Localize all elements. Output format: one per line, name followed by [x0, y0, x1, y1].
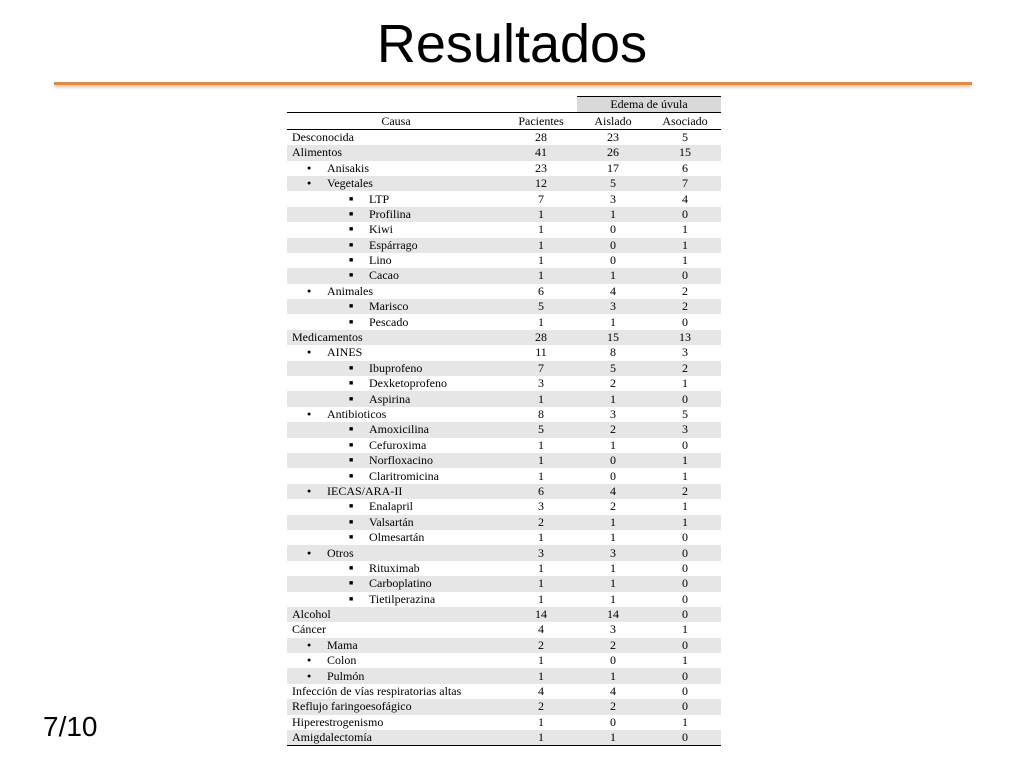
bullet-square-icon [349, 238, 369, 253]
causa-label: Espárrago [369, 237, 418, 252]
cell-pacientes: 1 [505, 576, 577, 591]
cell-pacientes: 1 [505, 453, 577, 468]
table-row [287, 592, 721, 607]
table-row [287, 561, 721, 576]
cell-asociado: 0 [649, 207, 721, 222]
cell-causa [287, 222, 505, 237]
causa-label: Claritromicina [369, 468, 439, 483]
bullet-square-icon [349, 515, 369, 530]
table-group-header-row [287, 97, 721, 113]
cell-causa [287, 330, 505, 345]
causa-label: Enalapril [369, 499, 413, 514]
causa-label: Mama [327, 637, 358, 652]
cell-causa [287, 699, 505, 714]
table-row [287, 253, 721, 268]
table-row [287, 468, 721, 483]
causa-label: Reflujo faringoesofágico [292, 699, 412, 714]
causa-label: Alcohol [292, 607, 331, 622]
bullet-square-icon [349, 592, 369, 607]
cell-pacientes: 1 [538, 253, 544, 268]
cell-causa [287, 284, 505, 299]
cell-pacientes: 4 [538, 622, 544, 637]
bullet-dot-icon [307, 407, 327, 422]
table-row [287, 330, 721, 345]
cell-pacientes: 1 [538, 560, 544, 575]
causa-label: Norfloxacino [369, 453, 433, 468]
bullet-square-icon [349, 469, 369, 484]
cell-pacientes: 1 [505, 730, 577, 746]
cell-causa [287, 576, 505, 591]
slide-title: Resultados [376, 14, 648, 74]
cell-pacientes: 8 [538, 407, 544, 421]
table-column-header-row [287, 113, 721, 129]
cell-aislado: 4 [610, 283, 616, 298]
cell-causa [287, 207, 505, 222]
cell-causa [287, 253, 505, 268]
table-row [287, 191, 721, 206]
cell-aislado: 3 [610, 407, 616, 421]
cell-causa [287, 176, 505, 191]
bullet-square-icon [349, 315, 369, 330]
cell-asociado: 1 [649, 238, 721, 253]
cell-asociado: 2 [649, 299, 721, 314]
cell-pacientes: 11 [535, 345, 547, 360]
cell-causa [287, 561, 505, 576]
bullet-dot-icon [307, 484, 327, 499]
causa-label: Ibuprofeno [369, 360, 423, 375]
cell-aislado: 1 [610, 560, 616, 575]
cell-asociado: 1 [649, 453, 721, 468]
causa-label: Hiperestrogenismo [292, 714, 384, 729]
cell-aislado: 0 [610, 468, 616, 483]
cell-asociado: 0 [682, 314, 688, 329]
table-row [287, 345, 721, 360]
cell-pacientes: 3 [505, 545, 577, 560]
cell-asociado: 0 [682, 684, 688, 699]
cell-pacientes: 4 [538, 684, 544, 699]
causa-label: Aspirina [369, 391, 411, 406]
cell-pacientes: 7 [505, 361, 577, 376]
cell-causa [287, 422, 505, 437]
causa-label: Cefuroxima [369, 437, 427, 452]
cell-pacientes: 1 [505, 668, 577, 683]
cell-causa [287, 299, 505, 314]
cell-causa [287, 191, 505, 206]
cell-asociado: 4 [682, 191, 688, 206]
cell-aislado: 0 [610, 653, 616, 668]
cell-pacientes: 1 [505, 207, 577, 222]
cell-pacientes: 2 [505, 515, 577, 530]
cell-aislado: 1 [577, 668, 649, 683]
cell-pacientes: 1 [505, 238, 577, 253]
table-row [287, 176, 721, 191]
cell-aislado: 2 [577, 638, 649, 653]
cell-causa [287, 345, 505, 360]
cell-causa [287, 607, 505, 622]
cell-asociado: 0 [682, 437, 688, 452]
table-body [287, 129, 721, 746]
bullet-square-icon [349, 253, 369, 268]
causa-label: Alimentos [292, 145, 342, 160]
bullet-dot-icon [307, 653, 327, 668]
cell-asociado: 0 [682, 530, 688, 545]
column-header-causa: Causa [287, 113, 505, 129]
table-row [287, 161, 721, 176]
cell-pacientes: 3 [538, 499, 544, 514]
table-row [287, 668, 721, 683]
table-row [287, 207, 721, 222]
cell-causa [287, 730, 505, 746]
bullet-square-icon [349, 576, 369, 591]
bullet-square-icon [349, 530, 369, 545]
cell-pacientes: 1 [505, 268, 577, 283]
bullet-square-icon [349, 499, 369, 514]
cell-causa [287, 668, 505, 683]
table-row [287, 268, 721, 283]
column-header-pacientes: Pacientes [505, 113, 577, 129]
causa-label: Rituximab [369, 560, 420, 575]
cell-aislado: 2 [577, 422, 649, 437]
bullet-square-icon [349, 453, 369, 468]
cell-pacientes: 6 [538, 283, 544, 298]
table-row [287, 314, 721, 329]
table-row [287, 684, 721, 699]
table-row [287, 391, 721, 406]
results-table-container [287, 96, 721, 746]
cell-aislado: 1 [610, 314, 616, 329]
cell-aislado: 0 [577, 238, 649, 253]
bullet-dot-icon [307, 161, 327, 176]
cell-causa [287, 129, 505, 145]
cell-aislado: 4 [610, 684, 616, 699]
cell-pacientes: 1 [538, 222, 544, 237]
cell-pacientes: 1 [538, 468, 544, 483]
table-row [287, 515, 721, 530]
cell-causa [287, 438, 505, 453]
edema-uvula-group-header: Edema de úvula [577, 97, 721, 113]
cell-causa [287, 484, 505, 499]
cell-asociado: 1 [682, 222, 688, 237]
causa-label: Cáncer [292, 622, 326, 637]
cell-aislado: 1 [577, 576, 649, 591]
cell-asociado: 0 [682, 591, 688, 606]
cell-pacientes: 3 [538, 376, 544, 391]
causa-label: Kiwi [369, 222, 393, 237]
table-row [287, 545, 721, 560]
causa-label: Antibioticos [327, 407, 387, 421]
cell-pacientes: 1 [538, 714, 544, 729]
cell-causa [287, 715, 505, 730]
cell-aislado: 3 [610, 622, 616, 637]
cell-causa [287, 684, 505, 699]
cell-aislado: 2 [610, 499, 616, 514]
cell-asociado: 0 [649, 638, 721, 653]
causa-label: Amoxicilina [369, 422, 429, 437]
bullet-dot-icon [307, 669, 327, 684]
cell-causa [287, 468, 505, 483]
bullet-square-icon [349, 438, 369, 453]
bullet-dot-icon [307, 638, 327, 653]
causa-label: Lino [369, 253, 392, 268]
cell-asociado: 0 [649, 607, 721, 622]
table-row [287, 422, 721, 437]
cell-asociado: 2 [649, 361, 721, 376]
cell-asociado: 0 [649, 668, 721, 683]
cell-aislado: 26 [577, 145, 649, 160]
cell-aislado: 17 [607, 160, 619, 175]
cell-causa [287, 545, 505, 560]
cell-aislado: 3 [610, 191, 616, 206]
cell-pacientes: 1 [505, 391, 577, 406]
cell-pacientes: 41 [505, 145, 577, 160]
title-divider [54, 82, 972, 85]
cell-asociado: 1 [649, 515, 721, 530]
causa-label: Cacao [369, 268, 399, 283]
table-row [287, 361, 721, 376]
cell-asociado: 0 [649, 730, 721, 746]
cell-asociado: 1 [682, 468, 688, 483]
cell-causa [287, 391, 505, 406]
cell-aislado: 0 [577, 453, 649, 468]
cell-pacientes: 1 [538, 653, 544, 668]
cell-causa [287, 238, 505, 253]
causa-label: Carboplatino [369, 576, 432, 591]
cell-asociado: 0 [649, 545, 721, 560]
table-row [287, 453, 721, 468]
cell-aislado: 0 [610, 253, 616, 268]
causa-label: AINES [327, 345, 363, 360]
cell-aislado: 15 [577, 330, 649, 345]
column-header-asociado: Asociado [649, 113, 721, 129]
cell-pacientes: 12 [505, 176, 577, 191]
table-row [287, 407, 721, 422]
cell-aislado: 1 [577, 268, 649, 283]
cell-causa [287, 592, 505, 607]
causa-label: Vegetales [327, 176, 373, 191]
cell-causa [287, 530, 505, 545]
bullet-square-icon [349, 192, 369, 207]
bullet-square-icon [349, 561, 369, 576]
bullet-square-icon [349, 299, 369, 314]
cell-pacientes: 14 [505, 607, 577, 622]
cell-causa [287, 638, 505, 653]
cell-causa [287, 361, 505, 376]
causa-label: Pescado [369, 314, 409, 329]
bullet-square-icon [349, 222, 369, 237]
table-row [287, 299, 721, 314]
cell-asociado: 1 [682, 376, 688, 391]
cell-aislado: 2 [577, 699, 649, 714]
cell-aislado: 14 [577, 607, 649, 622]
table-row [287, 653, 721, 668]
table-row [287, 284, 721, 299]
cell-aislado: 23 [607, 129, 619, 144]
cell-causa [287, 145, 505, 160]
cell-asociado: 0 [649, 391, 721, 406]
bullet-square-icon [349, 392, 369, 407]
cell-asociado: 0 [649, 268, 721, 283]
cell-aislado: 1 [577, 730, 649, 746]
cell-pacientes: 28 [535, 129, 547, 144]
slide-number: 7/10 [43, 711, 98, 742]
cell-pacientes: 2 [505, 699, 577, 714]
bullet-dot-icon [307, 546, 327, 561]
table-row [287, 638, 721, 653]
cell-aislado: 1 [577, 515, 649, 530]
cell-asociado: 1 [682, 499, 688, 514]
causa-label: Valsartán [369, 514, 414, 529]
table-row [287, 484, 721, 499]
causa-label: Pulmón [327, 668, 365, 683]
cell-aislado: 1 [610, 437, 616, 452]
causa-label: Infección de vías respiratorias altas [292, 684, 462, 699]
cell-causa [287, 453, 505, 468]
cell-causa [287, 499, 505, 514]
table-row [287, 622, 721, 637]
bullet-dot-icon [307, 284, 327, 299]
cell-aislado: 1 [577, 207, 649, 222]
cell-pacientes: 28 [505, 330, 577, 345]
cell-aislado: 1 [610, 530, 616, 545]
cell-pacientes: 1 [538, 591, 544, 606]
cell-causa [287, 376, 505, 391]
causa-label: Tietilperazina [369, 591, 436, 606]
table-row [287, 129, 721, 145]
cell-asociado: 0 [649, 699, 721, 714]
cell-aislado: 2 [610, 376, 616, 391]
bullet-dot-icon [307, 345, 327, 360]
cell-asociado: 3 [649, 422, 721, 437]
cell-asociado: 1 [682, 253, 688, 268]
table-row [287, 376, 721, 391]
table-row [287, 222, 721, 237]
cell-asociado: 1 [682, 714, 688, 729]
cell-aislado: 4 [577, 484, 649, 499]
table-row [287, 607, 721, 622]
causa-label: Otros [327, 545, 354, 560]
bullet-square-icon [349, 422, 369, 437]
cell-asociado: 2 [682, 283, 688, 298]
cell-asociado: 0 [649, 576, 721, 591]
cell-asociado: 7 [649, 176, 721, 191]
causa-label: Anisakis [327, 160, 369, 175]
cell-aislado: 0 [610, 222, 616, 237]
causa-label: Animales [327, 283, 373, 298]
results-table [287, 96, 721, 746]
cell-aislado: 1 [610, 591, 616, 606]
cell-aislado: 3 [577, 545, 649, 560]
cell-pacientes: 1 [538, 530, 544, 545]
cell-aislado: 5 [577, 176, 649, 191]
cell-pacientes: 5 [505, 299, 577, 314]
causa-label: Dexketoprofeno [369, 376, 447, 391]
cell-asociado: 5 [682, 407, 688, 421]
cell-pacientes: 2 [505, 638, 577, 653]
cell-asociado: 1 [682, 622, 688, 637]
causa-label: Amigdalectomía [292, 730, 372, 745]
cell-causa [287, 268, 505, 283]
cell-asociado: 13 [649, 330, 721, 345]
bullet-square-icon [349, 361, 369, 376]
cell-causa [287, 407, 505, 422]
causa-label: IECAS/ARA-II [327, 483, 403, 498]
causa-label: Medicamentos [292, 330, 363, 345]
causa-label: Profilina [369, 206, 411, 221]
cell-pacientes: 23 [535, 160, 547, 175]
table-row [287, 238, 721, 253]
causa-label: Colon [327, 653, 357, 668]
cell-asociado: 1 [682, 653, 688, 668]
cell-causa [287, 622, 505, 637]
cell-asociado: 3 [682, 345, 688, 360]
column-header-aislado: Aislado [577, 113, 649, 129]
causa-label: LTP [369, 191, 390, 206]
cell-causa [287, 161, 505, 176]
group-header-spacer [287, 97, 577, 113]
cell-pacientes: 6 [505, 484, 577, 499]
table-row [287, 715, 721, 730]
bullet-dot-icon [307, 176, 327, 191]
cell-pacientes: 7 [538, 191, 544, 206]
table-row [287, 438, 721, 453]
cell-pacientes: 1 [538, 437, 544, 452]
cell-causa [287, 515, 505, 530]
cell-aislado: 3 [577, 299, 649, 314]
cell-asociado: 0 [682, 560, 688, 575]
cell-aislado: 5 [577, 361, 649, 376]
bullet-square-icon [349, 376, 369, 391]
table-row [287, 576, 721, 591]
causa-label: Marisco [369, 299, 409, 314]
cell-aislado: 0 [610, 714, 616, 729]
cell-asociado: 2 [649, 484, 721, 499]
cell-pacientes: 5 [505, 422, 577, 437]
cell-causa [287, 653, 505, 668]
causa-label: Olmesartán [369, 530, 425, 545]
cell-causa [287, 314, 505, 329]
table-row [287, 699, 721, 714]
table-row [287, 145, 721, 160]
table-row [287, 730, 721, 746]
table-row [287, 499, 721, 514]
bullet-square-icon [349, 268, 369, 283]
cell-asociado: 6 [682, 160, 688, 175]
cell-aislado: 1 [577, 391, 649, 406]
cell-asociado: 5 [682, 129, 688, 144]
causa-label: Desconocida [292, 129, 354, 144]
cell-asociado: 15 [649, 145, 721, 160]
bullet-square-icon [349, 207, 369, 222]
cell-pacientes: 1 [538, 314, 544, 329]
table-row [287, 530, 721, 545]
cell-aislado: 8 [610, 345, 616, 360]
